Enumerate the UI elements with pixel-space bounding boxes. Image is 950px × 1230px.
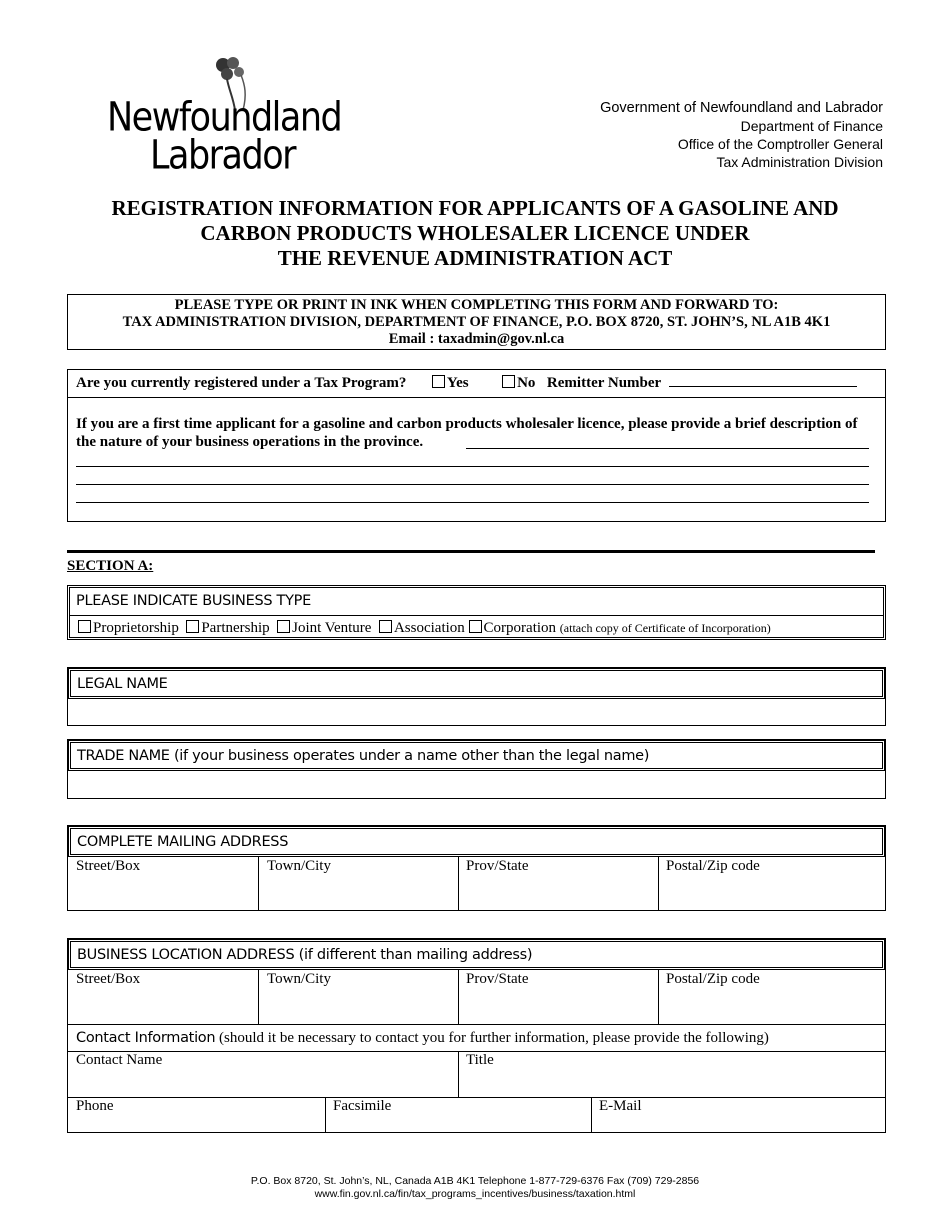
legal-name-input[interactable] bbox=[72, 702, 881, 722]
divider bbox=[258, 970, 259, 1024]
division-name: Tax Administration Division bbox=[716, 154, 883, 170]
office-name: Office of the Comptroller General bbox=[677, 136, 883, 152]
association-label: Association bbox=[393, 620, 465, 636]
registration-question: Are you currently registered under a Tax Program? bbox=[76, 375, 407, 391]
divider bbox=[658, 970, 659, 1024]
description-input-line[interactable] bbox=[76, 502, 869, 503]
business-type-header: PLEASE INDICATE BUSINESS TYPE bbox=[76, 593, 311, 609]
instructions-box bbox=[67, 294, 886, 350]
title-line-1: REGISTRATION INFORMATION FOR APPLICANTS OF A GASOLINE AND bbox=[111, 196, 839, 220]
divider bbox=[658, 857, 659, 910]
contact-information-row bbox=[76, 1030, 769, 1047]
business-location-box bbox=[67, 938, 886, 1133]
business-type-box bbox=[67, 585, 886, 640]
business-type-options bbox=[78, 620, 771, 637]
association-checkbox[interactable] bbox=[379, 620, 392, 633]
corporation-label: Corporation bbox=[483, 620, 557, 636]
location-prov-label: Prov/State bbox=[466, 971, 529, 987]
title-line-3: THE REVENUE ADMINISTRATION ACT bbox=[277, 246, 673, 270]
mailing-address-box bbox=[67, 825, 886, 911]
contact-name-label: Contact Name bbox=[76, 1052, 163, 1068]
divider bbox=[258, 857, 259, 910]
first-time-description: If you are a first time applicant for a gasoline and carbon products wholesaler licence, please provide a brief description of the nature of your business operations in the province. bbox=[76, 416, 858, 450]
registration-question-row bbox=[76, 374, 857, 392]
section-a-label: SECTION A: bbox=[67, 558, 154, 574]
legal-name-header-cell bbox=[68, 668, 885, 699]
mailing-prov-label: Prov/State bbox=[466, 858, 529, 874]
footer-address: P.O. Box 8720, St. John’s, NL, Canada A1B 4K1 Telephone 1-877-729-6376 Fax (709) 729-2856 bbox=[250, 1175, 700, 1187]
business-location-header: BUSINESS LOCATION ADDRESS (if different than mailing address) bbox=[77, 947, 533, 963]
facsimile-label: Facsimile bbox=[333, 1098, 392, 1114]
joint-venture-checkbox[interactable] bbox=[277, 620, 290, 633]
footer-url: www.fin.gov.nl.ca/fin/tax_programs_incentives/business/taxation.html bbox=[314, 1188, 636, 1200]
department-name: Department of Finance bbox=[740, 118, 883, 134]
instructions-address: TAX ADMINISTRATION DIVISION, DEPARTMENT OF FINANCE, P.O. BOX 8720, ST. JOHN’S, NL A1B 4K1 bbox=[122, 314, 831, 330]
remitter-number-input[interactable] bbox=[669, 374, 857, 387]
business-location-header-cell bbox=[68, 939, 885, 970]
no-label: No bbox=[517, 375, 536, 391]
partnership-checkbox[interactable] bbox=[186, 620, 199, 633]
contact-title-label: Title bbox=[466, 1052, 494, 1068]
form-title bbox=[0, 196, 950, 271]
location-street-label: Street/Box bbox=[76, 971, 141, 987]
phone-label: Phone bbox=[76, 1098, 114, 1114]
no-checkbox[interactable] bbox=[502, 375, 515, 388]
mailing-town-label: Town/City bbox=[267, 858, 331, 874]
divider bbox=[591, 1097, 592, 1132]
contact-information-note: (should it be necessary to contact you for further information, please provide the following) bbox=[219, 1030, 769, 1046]
government-header bbox=[600, 99, 883, 171]
yes-checkbox[interactable] bbox=[432, 375, 445, 388]
registration-box bbox=[67, 369, 886, 522]
corporation-checkbox[interactable] bbox=[469, 620, 482, 633]
logo-newfoundland: Newfoundland bbox=[107, 95, 342, 141]
section-divider bbox=[67, 550, 875, 553]
divider bbox=[68, 1024, 885, 1025]
remitter-number-label: Remitter Number bbox=[546, 375, 661, 391]
proprietorship-label: Proprietorship bbox=[93, 620, 179, 636]
footer bbox=[0, 1175, 950, 1201]
legal-name-box bbox=[67, 667, 886, 726]
divider bbox=[458, 857, 459, 910]
location-postal-label: Postal/Zip code bbox=[666, 971, 760, 987]
email-label: E-Mail bbox=[599, 1098, 642, 1114]
divider bbox=[68, 1097, 885, 1098]
mailing-postal-label: Postal/Zip code bbox=[666, 858, 760, 874]
trade-name-header-cell bbox=[68, 740, 885, 771]
description-input-line[interactable] bbox=[76, 466, 869, 467]
instructions-email: Email : taxadmin@gov.nl.ca bbox=[388, 331, 565, 347]
location-town-label: Town/City bbox=[267, 971, 331, 987]
divider bbox=[70, 615, 883, 616]
trade-name-header: TRADE NAME (if your business operates under a name other than the legal name) bbox=[77, 748, 650, 764]
proprietorship-checkbox[interactable] bbox=[78, 620, 91, 633]
trade-name-box bbox=[67, 739, 886, 799]
mailing-street-label: Street/Box bbox=[76, 858, 141, 874]
yes-label: Yes bbox=[446, 375, 469, 391]
partnership-label: Partnership bbox=[201, 620, 270, 636]
divider bbox=[68, 397, 885, 398]
divider bbox=[325, 1097, 326, 1132]
description-input-line[interactable] bbox=[76, 484, 869, 485]
title-line-2: CARBON PRODUCTS WHOLESALER LICENCE UNDER bbox=[200, 221, 750, 245]
divider bbox=[458, 1051, 459, 1097]
mailing-address-header: COMPLETE MAILING ADDRESS bbox=[77, 834, 289, 850]
corporation-note: (attach copy of Certificate of Incorporation) bbox=[559, 621, 771, 635]
divider bbox=[458, 970, 459, 1024]
instructions-line-1: PLEASE TYPE OR PRINT IN INK WHEN COMPLETING THIS FORM AND FORWARD TO: bbox=[174, 297, 779, 313]
mailing-address-header-cell bbox=[68, 826, 885, 857]
description-input-line[interactable] bbox=[466, 448, 869, 449]
legal-name-header: LEGAL NAME bbox=[77, 676, 168, 692]
contact-information-label: Contact Information bbox=[76, 1030, 216, 1046]
government-name: Government of Newfoundland and Labrador bbox=[600, 100, 883, 116]
joint-venture-label: Joint Venture bbox=[292, 620, 372, 636]
logo-labrador: Labrador bbox=[150, 133, 296, 179]
trade-name-input[interactable] bbox=[72, 774, 881, 795]
nl-logo bbox=[105, 55, 345, 179]
